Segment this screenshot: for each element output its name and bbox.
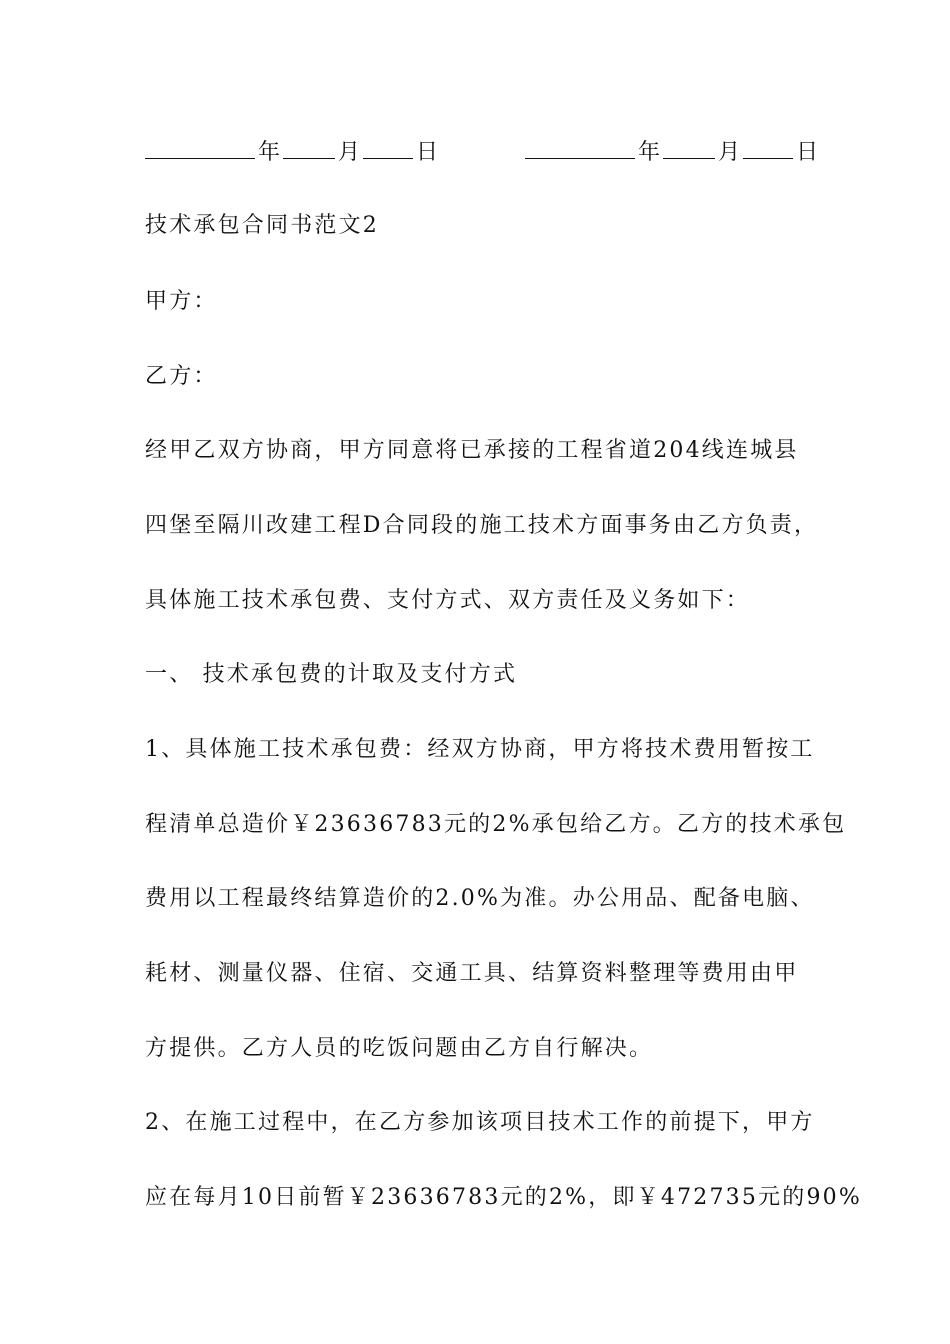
body-line: 四堡至隔川改建工程D合同段的施工技术方面事务由乙方负责， [145,513,819,538]
day-label-left: 日 [416,140,439,165]
year-blank-left [145,136,255,159]
body-line: 具体施工技术承包费、支付方式、双方责任及义务如下： [145,588,751,613]
body-line: 费用以工程最终结算造价的2.0%为准。办公用品、配备电脑、 [145,886,815,911]
body-line: 应在每月10日前暂￥23636783元的2%，即￥472735元的90% [145,1185,862,1210]
year-label-right: 年 [638,140,661,165]
year-label-left: 年 [258,140,281,165]
month-blank-right [663,136,715,159]
body-line: 方提供。乙方人员的吃饭问题由乙方自行解决。 [145,1036,654,1061]
day-blank-left [363,136,413,159]
party-a-label: 甲方： [145,289,218,314]
day-blank-right [743,136,793,159]
document-title: 技术承包合同书范文2 [145,213,379,238]
year-blank-right [525,136,635,159]
body-line: 程清单总造价￥23636783元的2%承包给乙方。乙方的技术承包 [145,812,847,837]
body-line: 经甲乙双方协商，甲方同意将已承接的工程省道204线连城县 [145,438,799,463]
month-label-left: 月 [338,140,361,165]
signature-date-row [145,136,821,168]
month-blank-left [283,136,335,159]
party-b-label: 乙方： [145,364,218,389]
day-label-right: 日 [796,140,819,165]
body-line: 耗材、测量仪器、住宿、交通工具、结算资料整理等费用由甲 [145,961,799,986]
body-line: 1、具体施工技术承包费：经双方协商，甲方将技术费用暂按工 [145,737,815,762]
month-label-right: 月 [718,140,741,165]
section-heading: 一、 技术承包费的计取及支付方式 [145,662,518,687]
body-line: 2、在施工过程中，在乙方参加该项目技术工作的前提下，甲方 [145,1110,815,1135]
